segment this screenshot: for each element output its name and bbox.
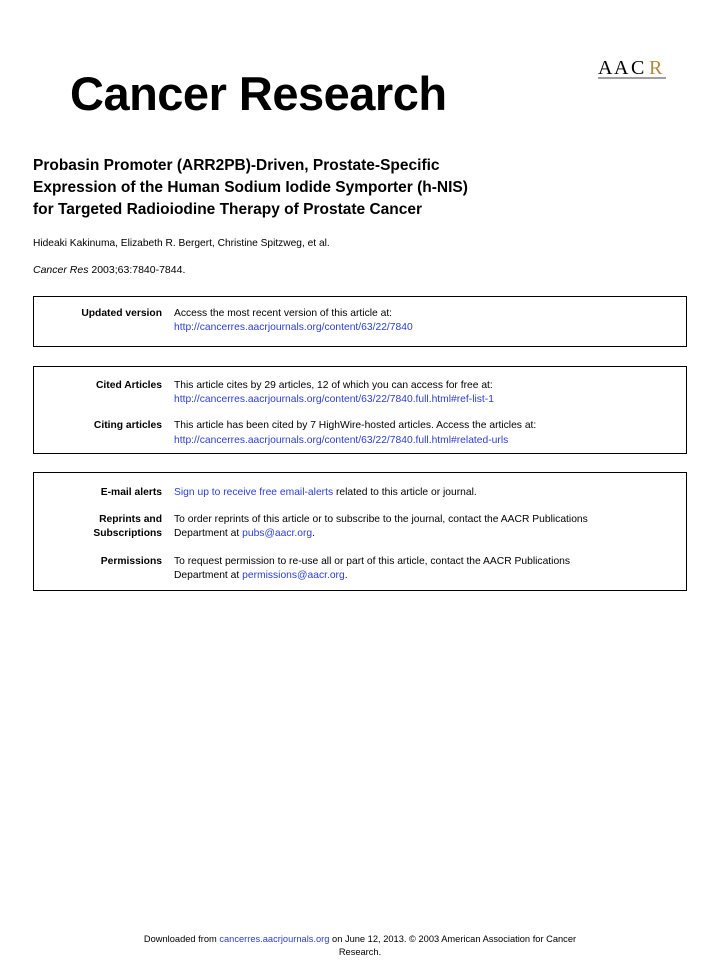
permissions-body	[174, 555, 686, 583]
updated-version-label: Updated version	[81, 308, 162, 319]
article-title-line-1: Probasin Promoter (ARR2PB)-Driven, Prostate-Specific	[33, 157, 440, 174]
article-citation	[33, 264, 693, 276]
svg-text:R: R	[649, 57, 663, 79]
citing-articles-body	[174, 419, 686, 447]
cited-articles-body	[174, 379, 686, 407]
article-title-line-2: Expression of the Human Sodium Iodide Symporter (h-NIS)	[33, 179, 468, 196]
reprints-row	[34, 500, 686, 541]
citing-articles-label: Citing articles	[93, 420, 162, 432]
cited-articles-row	[34, 367, 686, 407]
citations-box	[33, 366, 687, 454]
updated-version-row	[34, 297, 686, 335]
email-alerts-text: related to this article or journal.	[333, 487, 477, 498]
citation-journal: Cancer Res	[33, 264, 89, 277]
article-title-line-3: for Targeted Radioiodine Therapy of Prostate Cancer	[33, 201, 423, 218]
permissions-label: Permissions	[100, 555, 162, 567]
footer-line-1	[0, 933, 720, 946]
article-authors: Hideaki Kakinuma, Elizabeth R. Bergert, Christine Spitzweg, et al.	[33, 238, 330, 249]
reprints-label	[34, 513, 174, 541]
email-alerts-signup-link[interactable]: Sign up to receive free email-alerts	[174, 487, 334, 498]
reprints-email-link[interactable]: pubs@aacr.org	[242, 528, 313, 540]
page-title	[33, 155, 693, 221]
permissions-text-line-2-pre: Department at	[174, 569, 243, 581]
footer-line-2: Research.	[338, 947, 382, 958]
page-footer	[0, 933, 720, 960]
citing-articles-row	[34, 407, 686, 447]
article-info	[33, 155, 693, 276]
footer-pre: Downloaded from	[143, 934, 220, 944]
masthead	[0, 40, 720, 130]
journal-title: Cancer Research	[70, 67, 447, 120]
updated-version-box	[33, 296, 687, 347]
citation-details: 2003;63:7840-7844.	[88, 264, 186, 277]
footer-post: on June 12, 2013. © 2003 American Association for Cancer	[329, 934, 577, 944]
reprints-body	[174, 513, 686, 541]
footer-source-link[interactable]: cancerres.aacrjournals.org	[219, 934, 330, 944]
citing-articles-text: This article has been cited by 7 HighWire-hosted articles. Access the articles at:	[174, 420, 537, 432]
cited-articles-link[interactable]: http://cancerres.aacrjournals.org/content/63/22/7840.full.html#ref-list-1	[174, 394, 494, 406]
email-alerts-row	[34, 473, 686, 500]
permissions-text-line-1: To request permission to re-use all or part of this article, contact the AACR Publications	[174, 555, 571, 567]
citing-articles-link[interactable]: http://cancerres.aacrjournals.org/content/63/22/7840.full.html#related-urls	[174, 434, 509, 446]
reprints-text-line-2-pre: Department at	[174, 528, 243, 540]
aacr-logo	[596, 52, 682, 86]
reprints-text-line-2-post: .	[312, 528, 315, 540]
permissions-email-link[interactable]: permissions@aacr.org	[242, 569, 345, 581]
permissions-row	[34, 542, 686, 583]
reprints-text-line-1: To order reprints of this article or to subscribe to the journal, contact the AACR Publications	[174, 514, 588, 526]
updated-version-link[interactable]: http://cancerres.aacrjournals.org/content/63/22/7840	[174, 322, 413, 334]
svg-text:A: A	[598, 57, 614, 79]
svg-text:C: C	[631, 57, 646, 79]
email-alerts-body	[174, 486, 686, 500]
svg-text:A: A	[614, 57, 630, 79]
updated-version-body	[174, 307, 686, 335]
updated-version-text: Access the most recent version of this article at:	[174, 308, 393, 319]
reprints-label-line-2: Subscriptions	[93, 528, 162, 540]
cited-articles-text: This article cites by 29 articles, 12 of which you can access for free at:	[174, 380, 493, 391]
permissions-text-line-2-post: .	[344, 569, 348, 581]
services-box	[33, 472, 687, 591]
email-alerts-label: E-mail alerts	[100, 487, 162, 498]
cited-articles-label: Cited Articles	[96, 380, 162, 391]
reprints-label-line-1: Reprints and	[99, 514, 162, 526]
